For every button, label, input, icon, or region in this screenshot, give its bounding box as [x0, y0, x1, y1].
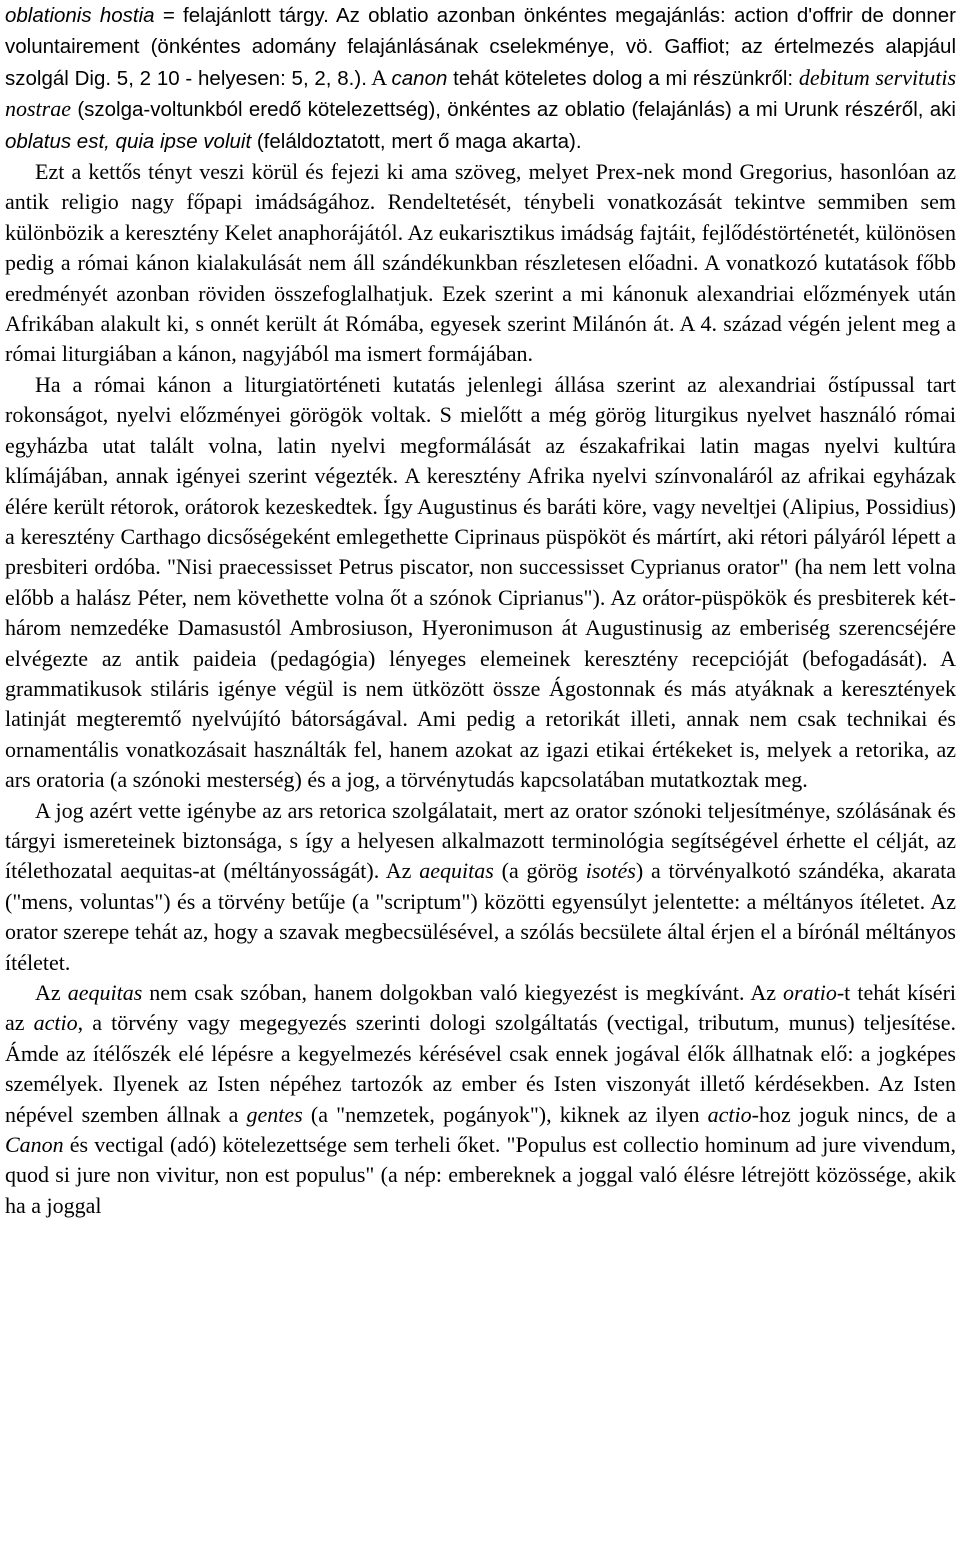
text-run: actio: [33, 1010, 78, 1036]
text-run: isotés: [585, 858, 636, 884]
text-run: (a görög: [493, 858, 586, 884]
text-run: oratio: [783, 980, 837, 1005]
text-run: oblatus est, quia ipse voluit: [5, 129, 252, 153]
text-run: (a "nemzetek, pogányok"), kiknek az ilyen: [302, 1101, 708, 1127]
text-run: , a törvény vagy megegyezés szerinti dologi szolgáltatás (vectigal, tributum, munus) teljesítése. Ámde az ítélőszék elé lépésre a kegyelmezés kérésével csak ennek jogával élők állhatnak elő: a jogképes személyek. Ilyenek az Isten népéhez tartozók az ember és Isten viszonyát illető kérdésekben. Az Isten népével szemben állnak a: [5, 1010, 956, 1127]
paragraph-1: [5, 0, 956, 157]
text-run: -hoz joguk nincs, de a: [751, 1101, 956, 1127]
paragraph-2: [5, 157, 956, 370]
text-run: (szolga-voltunkból eredő kötelezettség), önkéntes az oblatio (felajánlás) a mi Urunk részéről, aki: [71, 98, 956, 122]
text-run: ) a törvényalkotó szándéka, akarata ("mens, voluntas") és a törvény betűje (a "scriptum") közötti egyensúlyt jelentette: a méltányos ítéletet. Az orator szerepe tehát az, hogy a szavak megbecsülésével, a szólás becsülete által érjen el a bírónál méltányos ítéletet.: [5, 858, 956, 975]
paragraph-4: [5, 796, 956, 978]
text-run: Ha a római kánon a liturgiatörténeti kutatás jelenlegi állása szerint az alexandriai őstípussal tart rokonságot, nyelvi előzményei görögök voltak. S mielőtt a még görög liturgikus nyelvet használó római egyházba utat talált volna, latin nyelvi megformálását az északafrikai latin magas nyelvi kultúra klímájában, annak igényei szerint végezték. A keresztény Afrika nyelvi színvonaláról az afrikai egyházak élére került rétorok, orátorok kezeskedtek. Így Augustinus és baráti köre, vagy neveltjei (Alipius, Possidius) a keresztény Carthago dicsőségeként emlegethette Ciprinaus püspököt és mártírt, aki rétori pályáról lépett a presbiteri ordóba. "Nisi praecessisset Petrus piscator, non successisset Cyprianus orator" (ha nem lett volna előbb a halász Péter, nem követhette volna őt a szónok Ciprianus"). Az orátor-püspökök és presbiterek két-három nemzedéke Damasustól Ambrosiuson, Hyeronimuson át Augustinusig az emberiség szerencséjére elvégezte az antik paideia (pedagógia) lényeges elemeinek keresztény recepcióját (befogadását). A grammatikusok stiláris igénye végül is nem ütközött össze Ágostonnak és más atyáknak a keresztények latinját megteremtő nyelvújító bátorságával. Ami pedig a retorikát illeti, annak nem csak technikai és ornamentális vonatkozásait használták fel, hanem azokat az igazi etikai értékeket is, melyek a retorika, az ars oratoria (a szónoki mesterség) és a jog, a törvénytudás kapcsolatában mutatkoztak meg.: [5, 371, 956, 793]
text-run: tehát köteletes dolog a mi részünkről:: [447, 66, 799, 90]
text-run: = felajánlott tárgy. Az oblatio azonban önkéntes megajánlás: action d'offrir de donner voluntairement (önkéntes adomány felajánlásának cselekménye, vö. Gaffiot; az értelmezés alapjául szolgál Dig. 5, 2 10 - helyesen: 5, 2, 8.).: [5, 4, 957, 90]
paragraph-3: [5, 370, 956, 796]
text-run: gentes: [246, 1101, 303, 1127]
text-run: aequitas: [67, 980, 143, 1005]
text-run: Az: [35, 980, 68, 1005]
text-run: nem csak szóban, hanem dolgokban való kiegyezést is megkívánt. Az: [142, 980, 784, 1005]
text-run: actio: [707, 1101, 752, 1127]
text-run: A jog azért vette igénybe az ars retorica szolgálatait, mert az orator szónoki teljesítménye, szólásának és tárgyi ismereteinek biztonsága, s így a helyesen alkalmazott terminológia segítségével érhette el célját, az ítélethozatal aequitas-at (méltányosságát). Az: [5, 797, 956, 884]
text-run: (feláldoztatott, mert ő maga akarta).: [251, 129, 582, 153]
text-run: Canon: [5, 1132, 64, 1158]
paragraph-5: [5, 978, 956, 1221]
text-run: oblationis hostia: [5, 4, 155, 27]
text-run: debitum servitutis nostrae: [5, 64, 957, 122]
text-run: és vectigal (adó) kötelezettsége sem terheli őket. "Populus est collectio hominum ad jure vivendum, quod si jure non vivitur, non est populus" (a nép: embereknek a joggal való élésre létrejött közössége, akik ha a joggal: [5, 1132, 956, 1218]
text-run: Ezt a kettős tényt veszi körül és fejezi ki ama szöveg, melyet Prex-nek mond Gregorius, hasonlóan az antik religio nagy főpapi imádságához. Rendeltetését, ténybeli vonatkozását tekintve semmiben sem különbözik a keresztény Kelet anaphorájától. Az eukarisztikus imádság fajtáit, fejlődéstörténetét, különösen pedig a római kánon kialakulását nem áll szándékunkban részletesen előadni. A vonatkozó kutatások főbb eredményét azonban röviden összefoglalhatjuk. Ezek szerint a mi kánonuk alexandriai előzmények után Afrikában alakult ki, s onnét került át Rómába, egyesek szerint Milánón át. A 4. század végén jelent meg a római liturgiában a kánon, nagyjából ma ismert formájában.: [5, 159, 956, 367]
text-run: canon: [391, 66, 448, 90]
text-run: -t tehát kíséri az: [5, 980, 957, 1036]
text-run: aequitas: [419, 858, 494, 884]
text-run: A: [366, 64, 392, 90]
